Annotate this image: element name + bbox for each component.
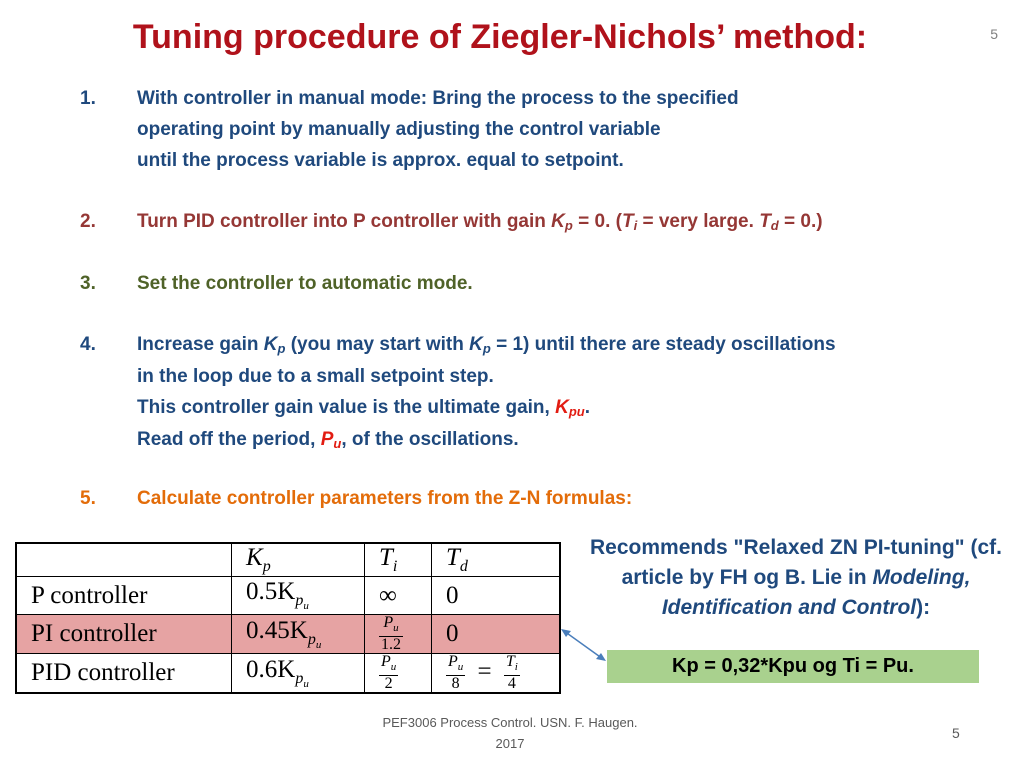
table-cell: $\frac{P_u}{2}$: [365, 654, 432, 694]
step-number: 4.: [80, 334, 96, 355]
step-text-line: Increase gain Kp (you may start with Kp = 1) until there are steady oscillations: [137, 334, 836, 356]
slide-number-top: 5: [990, 26, 998, 42]
table-row: [16, 577, 560, 615]
step-text-line: Calculate controller parameters from the Z-N formulas:: [137, 488, 633, 509]
table-row-highlighted: [16, 615, 560, 654]
ultimate-period-symbol: P: [320, 429, 334, 450]
table-header-cell: $T_d$: [432, 543, 561, 577]
relaxed-zn-formula: Kp = 0,32*Kpu og Ti = Pu.: [607, 650, 979, 683]
step-text-line: in the loop due to a small setpoint step.: [137, 366, 494, 387]
table-cell: PI controller: [16, 615, 232, 654]
table-header-cell: $K_p$: [232, 543, 365, 577]
table-cell: $\frac{P_u}{8}$ = $\frac{T_i}{4}$: [432, 654, 561, 694]
table-cell: ∞: [365, 577, 432, 615]
step-number: 1.: [80, 88, 96, 109]
table-cell: $0.6K_{p_u}$: [232, 654, 365, 694]
step-text-line: With controller in manual mode: Bring the process to the specified: [137, 88, 739, 109]
table-cell: $0.45K_{p_u}$: [232, 615, 365, 654]
ultimate-gain-symbol: K: [555, 397, 569, 418]
step-number: 3.: [80, 273, 96, 294]
step-number: 2.: [80, 211, 96, 232]
step-text-line: This controller gain value is the ultimate gain, Kpu.: [137, 397, 590, 419]
table-cell: P controller: [16, 577, 232, 615]
table-header-cell: [16, 543, 232, 577]
table-header-row: [16, 543, 560, 577]
page-title: Tuning procedure of Ziegler-Nichols’ method:: [132, 18, 868, 56]
table-row: [16, 654, 560, 694]
table-cell: $0.5K_{p_u}$: [232, 577, 365, 615]
step-text-line: operating point by manually adjusting the control variable: [137, 119, 661, 140]
table-cell: PID controller: [16, 654, 232, 694]
step-text-line: Set the controller to automatic mode.: [137, 273, 473, 294]
table-cell: 0: [432, 577, 561, 615]
step-text-line: until the process variable is approx. equal to setpoint.: [137, 150, 624, 171]
table-header-cell: $T_i$: [365, 543, 432, 577]
table-cell: $\frac{P_u}{1.2}$: [365, 615, 432, 654]
step-number: 5.: [80, 488, 96, 509]
step-text-line: Turn PID controller into P controller with gain Kp = 0. (Ti = very large. Td = 0.): [137, 211, 823, 233]
slide-number-bottom: 5: [952, 725, 960, 741]
relaxed-zn-recommendation: Recommends "Relaxed ZN PI-tuning" (cf. article by FH og B. Lie in Modeling, Identification and Control):: [590, 536, 1002, 619]
table-cell: 0: [432, 615, 561, 654]
zn-formula-table: [15, 542, 561, 694]
footer-citation: PEF3006 Process Control. USN. F. Haugen. 2017: [382, 715, 638, 751]
double-arrow-icon: [558, 625, 610, 665]
step-text-line: Read off the period, Pu, of the oscillations.: [137, 429, 519, 451]
